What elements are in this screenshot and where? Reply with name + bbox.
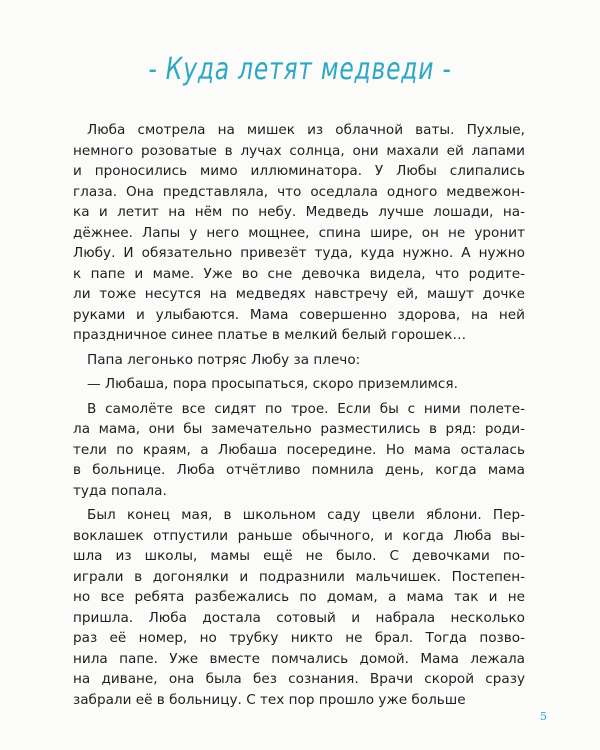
text-line: в больнице. Люба отчётливо помнила день, когда мама: [73, 462, 525, 478]
paragraph: [73, 505, 525, 710]
text-line: на диване, она была без сознания. Врачи скорой сразу: [73, 671, 525, 687]
text-line: играли в догонялки и подразнили мальчишек. Постепен-: [73, 568, 525, 585]
text-line: немного розоватые в лучах солнца, они махали ей лапами: [73, 142, 525, 159]
chapter-title: - Куда летят медведи -: [148, 52, 452, 87]
text-line: Любу. И обязательно привезёт туда, куда нужно. А нужно: [73, 245, 525, 261]
text-line: ка и летит на нём по небу. Медведь лучше лошади, на-: [73, 204, 525, 220]
text-line: тели по краям, а Любаша посередине. Но мама осталась: [73, 441, 525, 458]
paragraph: [73, 350, 525, 371]
text-line: Был конец мая, в школьном саду цвели яблони. Пер-: [87, 507, 525, 523]
text-line: глаза. Она представляла, что оседлала одного медвежон-: [73, 183, 525, 200]
text-line: нила папе. Уже вместе помчались домой. Мама лежала: [73, 650, 525, 667]
text-line: раз её номер, но трубку никто не брал. Тогда позво-: [73, 630, 525, 646]
text-line: дёжнее. Лапы у него мощнее, спина шире, он не уронит: [73, 224, 525, 241]
text-line: ли тоже несутся на медведях навстречу ей, машут дочке: [73, 286, 525, 302]
text-line: но все ребята разбежались по домам, а мама так и не: [73, 589, 525, 605]
text-line: шла из школы, мамы ещё не было. С девочками по-: [73, 548, 525, 564]
text-line: праздничное синее платье в мелкий белый горошек…: [73, 327, 467, 343]
text-line: к папе и маме. Уже во сне девочка видела, что родите-: [73, 265, 525, 282]
text-line: ла мама, они бы замечательно разместились в ряд: роди-: [73, 421, 525, 437]
text-line: пришла. Люба достала сотовый и набрала несколько: [73, 609, 525, 626]
text-line: — Любаша, пора просыпаться, скоро приземлимся.: [87, 376, 458, 392]
body-text: [73, 120, 525, 714]
text-line: туда попала.: [73, 482, 167, 499]
text-line: Люба смотрела на мишек из облачной ваты. Пухлые,: [87, 122, 525, 138]
text-line: забрали её в больницу. С тех пор прошло уже больше: [73, 691, 466, 708]
text-line: воклашек отпустили раньше обычного, и когда Люба вы-: [73, 527, 525, 544]
paragraph: [73, 399, 525, 502]
page-number: 5: [540, 710, 547, 723]
text-line: Папа легонько потряс Любу за плечо:: [87, 351, 361, 368]
paragraph: [73, 120, 525, 346]
paragraph: [73, 374, 525, 395]
text-line: В самолёте все сидят по трое. Если бы с ними полете-: [87, 400, 525, 417]
text-line: руками и улыбаются. Мама совершенно здорова, на ней: [73, 306, 525, 323]
text-line: и проносились мимо иллюминатора. У Любы слипались: [73, 163, 525, 179]
